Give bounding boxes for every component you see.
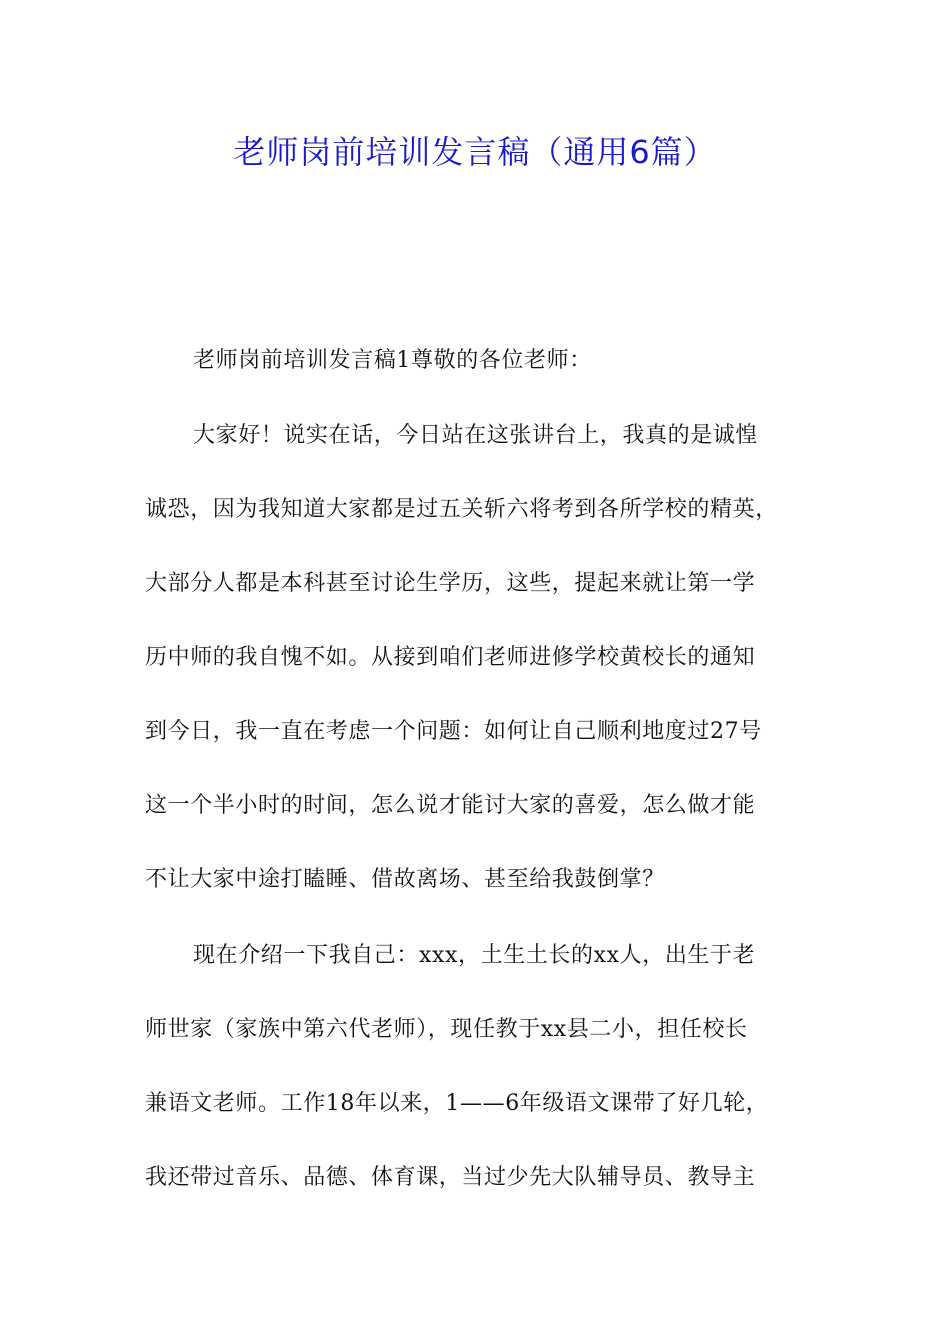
paragraph-line: 这一个半小时的时间，怎么说才能讨大家的喜爱，怎么做才能 [145,793,756,818]
paragraph-line: 到今日，我一直在考虑一个问题：如何让自己顺利地度过27号 [145,719,762,744]
paragraph-line: 老师岗前培训发言稿1尊敬的各位老师： [193,348,592,373]
paragraph-line: 我还带过音乐、品德、体育课，当过少先大队辅导员、教导主 [145,1165,756,1190]
paragraph-line: 大部分人都是本科甚至讨论生学历，这些，提起来就让第一学 [145,571,756,596]
paragraph-line: 兼语文老师。工作18年以来，1——6年级语文课带了好几轮， [145,1091,769,1116]
paragraph-line: 历中师的我自愧不如。从接到咱们老师进修学校黄校长的通知 [145,645,756,670]
paragraph-line: 现在介绍一下我自己：xxx，土生土长的xx人，出生于老 [193,943,756,968]
paragraph-line: 师世家（家族中第六代老师），现任教于xx县二小，担任校长 [145,1017,748,1042]
paragraph-line: 诚恐，因为我知道大家都是过五关斩六将考到各所学校的精英， [145,497,778,522]
paragraph-line: 大家好！说实在话，今日站在这张讲台上，我真的是诚惶 [193,423,759,448]
document-title: 老师岗前培训发言稿（通用6篇） [233,133,717,171]
paragraph-line: 不让大家中途打瞌睡、借故离场、甚至给我鼓倒掌？ [145,867,665,892]
